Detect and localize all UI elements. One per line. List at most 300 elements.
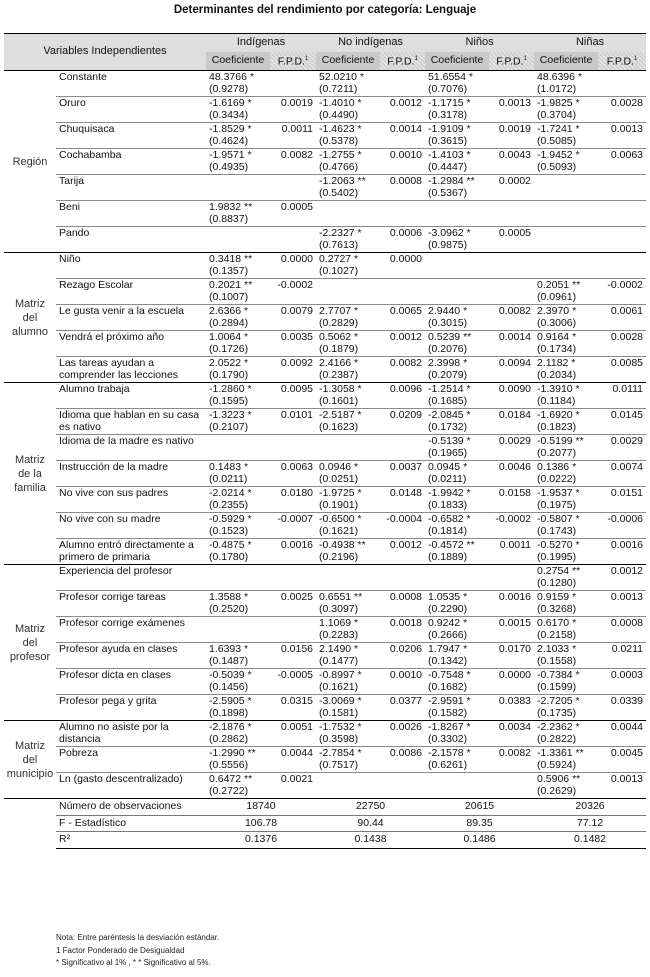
fpd-label: F.P.D. — [277, 55, 305, 68]
fpd-cell: 0.0008 — [598, 617, 646, 643]
coefficient-cell: 2.3998 * (0.2079) — [425, 357, 489, 383]
fpd-cell: 0.0019 — [489, 123, 534, 149]
variable-name: Constante — [56, 71, 206, 97]
coefficient-cell: -1.9942 * (0.1833) — [425, 487, 489, 513]
fpd-cell: -0.0005 — [270, 669, 316, 695]
fpd-cell: 0.0145 — [598, 409, 646, 435]
footnotes — [56, 932, 219, 970]
fpd-label: F.P.D. — [387, 55, 415, 68]
section-3 — [4, 565, 646, 721]
variable-name: Idioma de la madre es nativo — [56, 435, 206, 461]
fpd-cell: 0.0170 — [489, 643, 534, 669]
fpd-cell: 0.0012 — [380, 331, 425, 357]
coefficient-cell: 1.0064 * (0.1726) — [206, 331, 270, 357]
stat-value: 89.35 — [425, 815, 534, 832]
section-1 — [4, 253, 646, 383]
coefficient-cell: -0.5039 * (0.1456) — [206, 669, 270, 695]
fpd-cell: -0.0002 — [489, 513, 534, 539]
stat-value: 106.78 — [206, 815, 316, 832]
fpd-cell: 0.0018 — [380, 617, 425, 643]
fpd-cell: 0.0011 — [489, 539, 534, 565]
fpd-cell: 0.0008 — [380, 591, 425, 617]
fpd-cell — [270, 227, 316, 253]
fpd-cell: 0.0094 — [489, 357, 534, 383]
stat-value: 0.1482 — [534, 832, 646, 849]
fpd-cell: 0.0090 — [489, 383, 534, 409]
group-header: Niñas — [534, 34, 646, 53]
coefficient-cell: -2.2327 * (0.7613) — [316, 227, 380, 253]
table-row — [4, 253, 646, 279]
fpd-cell — [380, 435, 425, 461]
fpd-cell — [270, 565, 316, 591]
coefficient-cell: -1.3910 * (0.1184) — [534, 383, 598, 409]
fpd-cell: 0.0013 — [598, 123, 646, 149]
variables-header: Variables Independientes — [4, 34, 206, 71]
variable-name: Tarija — [56, 175, 206, 201]
stat-value: 0.1438 — [316, 832, 425, 849]
coefficient-cell: -2.7205 * (0.1735) — [534, 695, 598, 721]
variable-name: Pando — [56, 227, 206, 253]
coefficient-cell: 2.9440 * (0.3015) — [425, 305, 489, 331]
coefficient-cell: -0.4938 ** (0.2196) — [316, 539, 380, 565]
statistics-block — [4, 799, 646, 849]
coefficient-cell: 0.9164 * (0.1734) — [534, 331, 598, 357]
fpd-cell — [598, 71, 646, 97]
coefficient-cell — [425, 201, 489, 227]
variable-name: Profesor corrige exámenes — [56, 617, 206, 643]
fpd-label: F.P.D. — [496, 55, 524, 68]
stat-value: 20326 — [534, 799, 646, 816]
coefficient-cell: -1.9452 * (0.5093) — [534, 149, 598, 175]
fpd-cell: 0.0003 — [598, 669, 646, 695]
stat-label: R² — [56, 832, 206, 849]
fpd-cell: 0.0206 — [380, 643, 425, 669]
table-row — [4, 539, 646, 565]
fpd-superscript: 1 — [633, 56, 638, 62]
fpd-cell: 0.0010 — [380, 149, 425, 175]
fpd-cell: 0.0063 — [270, 461, 316, 487]
coefficient-cell — [206, 435, 270, 461]
variable-name: Profesor dicta en clases — [56, 669, 206, 695]
stat-row — [4, 799, 646, 816]
note-line: 1 Factor Ponderado de Desigualdad — [56, 945, 185, 955]
section-2 — [4, 383, 646, 565]
fpd-cell: 0.0000 — [489, 669, 534, 695]
fpd-cell: 0.0045 — [598, 747, 646, 773]
coefficient-cell: -0.5807 * (0.1743) — [534, 513, 598, 539]
coefficient-cell: 0.6170 * (0.2158) — [534, 617, 598, 643]
coefficient-cell — [534, 175, 598, 201]
coefficient-cell: -2.9591 * (0.1582) — [425, 695, 489, 721]
coefficient-cell — [534, 201, 598, 227]
coefficient-cell: -1.9537 * (0.1975) — [534, 487, 598, 513]
coefficient-cell: 0.0946 * (0.0251) — [316, 461, 380, 487]
fpd-cell: 0.0383 — [489, 695, 534, 721]
variable-name: Profesor ayuda en clases — [56, 643, 206, 669]
fpd-cell: 0.0158 — [489, 487, 534, 513]
coefficient-cell: -1.3223 * (0.2107) — [206, 409, 270, 435]
coefficient-cell: 2.3970 * (0.3006) — [534, 305, 598, 331]
coefficient-cell — [316, 201, 380, 227]
fpd-cell: 0.0013 — [489, 97, 534, 123]
variable-name: Chuquisaca — [56, 123, 206, 149]
variable-name: Cochabamba — [56, 149, 206, 175]
coefficient-cell: 52.0210 * (0.7211) — [316, 71, 380, 97]
fpd-cell: 0.0046 — [489, 461, 534, 487]
coefficient-cell: -1.4623 * (0.5378) — [316, 123, 380, 149]
fpd-cell: 0.0085 — [598, 357, 646, 383]
coefficient-cell: 0.1483 * (0.0211) — [206, 461, 270, 487]
fpd-cell: 0.0111 — [598, 383, 646, 409]
table-row — [4, 643, 646, 669]
stat-value: 77.12 — [534, 815, 646, 832]
section-label: Región — [4, 71, 56, 253]
fpd-cell: 0.0034 — [489, 721, 534, 747]
table-row — [4, 565, 646, 591]
fpd-cell — [598, 175, 646, 201]
fpd-cell: 0.0065 — [380, 305, 425, 331]
table-row — [4, 513, 646, 539]
fpd-cell — [270, 71, 316, 97]
coefficient-cell: 0.5062 * (0.1879) — [316, 331, 380, 357]
variable-name: Idioma que hablan en su casa es nativo — [56, 409, 206, 435]
coefficient-cell: -1.2514 * (0.1685) — [425, 383, 489, 409]
coefficient-cell: 0.2051 ** (0.0961) — [534, 279, 598, 305]
table-row — [4, 149, 646, 175]
stat-spacer — [4, 832, 56, 849]
stat-value: 18740 — [206, 799, 316, 816]
variable-name: Beni — [56, 201, 206, 227]
stat-spacer — [4, 799, 56, 816]
coefficient-cell — [425, 279, 489, 305]
fpd-header — [598, 52, 646, 71]
coef-header: Coeficiente — [425, 52, 489, 71]
fpd-cell: 0.0377 — [380, 695, 425, 721]
fpd-cell: 0.0095 — [270, 383, 316, 409]
coefficient-cell — [206, 175, 270, 201]
coefficient-cell: 2.7707 * (0.2829) — [316, 305, 380, 331]
variable-name: Alumno trabaja — [56, 383, 206, 409]
coefficient-cell: 48.6396 * (1.0172) — [534, 71, 598, 97]
coefficient-cell: 0.6551 ** (0.3097) — [316, 591, 380, 617]
fpd-cell: 0.0029 — [489, 435, 534, 461]
coefficient-cell — [316, 773, 380, 799]
variable-name: Alumno entró directamente a primero de primaria — [56, 539, 206, 565]
fpd-cell: -0.0002 — [598, 279, 646, 305]
fpd-cell: 0.0013 — [598, 773, 646, 799]
fpd-cell: 0.0339 — [598, 695, 646, 721]
fpd-cell: 0.0184 — [489, 409, 534, 435]
fpd-cell: 0.0026 — [380, 721, 425, 747]
fpd-cell: 0.0005 — [270, 201, 316, 227]
coefficient-cell — [425, 253, 489, 279]
coefficient-cell: 0.9159 * (0.3268) — [534, 591, 598, 617]
variable-name: Experiencia del profesor — [56, 565, 206, 591]
coefficient-cell: 0.5239 ** (0.2076) — [425, 331, 489, 357]
coefficient-cell: -0.5270 * (0.1995) — [534, 539, 598, 565]
coefficient-cell: -0.6582 * (0.1814) — [425, 513, 489, 539]
table-row — [4, 669, 646, 695]
coefficient-cell: -1.2990 ** (0.5556) — [206, 747, 270, 773]
fpd-cell: 0.0063 — [598, 149, 646, 175]
fpd-cell: 0.0101 — [270, 409, 316, 435]
coefficient-cell: -1.4103 * (0.4447) — [425, 149, 489, 175]
stat-row — [4, 815, 646, 832]
coefficient-cell: 48.3766 * (0.9278) — [206, 71, 270, 97]
fpd-cell — [489, 565, 534, 591]
coefficient-cell: -1.9571 * (0.4935) — [206, 149, 270, 175]
fpd-cell: 0.0079 — [270, 305, 316, 331]
variable-name: Pobreza — [56, 747, 206, 773]
fpd-cell: 0.0037 — [380, 461, 425, 487]
fpd-cell: 0.0082 — [489, 747, 534, 773]
table-row — [4, 331, 646, 357]
fpd-cell: 0.0180 — [270, 487, 316, 513]
note-line: * Significativo al 1% , * * Significativo al 5%. — [56, 958, 211, 967]
table-row — [4, 591, 646, 617]
fpd-cell: 0.0015 — [489, 617, 534, 643]
coefficient-cell: -1.9725 * (0.1901) — [316, 487, 380, 513]
variable-name: Profesor pega y grita — [56, 695, 206, 721]
coefficient-cell: -1.9825 * (0.3704) — [534, 97, 598, 123]
variable-name: Le gusta venir a la escuela — [56, 305, 206, 331]
fpd-cell — [270, 617, 316, 643]
fpd-cell: 0.0010 — [380, 669, 425, 695]
fpd-header — [270, 52, 316, 71]
fpd-cell: 0.0096 — [380, 383, 425, 409]
coefficient-cell: 1.1069 * (0.2283) — [316, 617, 380, 643]
stat-value: 20615 — [425, 799, 534, 816]
fpd-cell — [598, 253, 646, 279]
coefficient-cell: 0.6472 ** (0.2722) — [206, 773, 270, 799]
coefficient-cell: -1.7532 * (0.3598) — [316, 721, 380, 747]
variable-name: Profesor corrige tareas — [56, 591, 206, 617]
coefficient-cell: 0.0945 * (0.0211) — [425, 461, 489, 487]
coefficient-cell: 2.6366 * (0.2894) — [206, 305, 270, 331]
table-row — [4, 123, 646, 149]
fpd-cell — [598, 227, 646, 253]
fpd-cell: 0.0092 — [270, 357, 316, 383]
section-label: Matriz del profesor — [4, 565, 56, 721]
coefficient-cell — [425, 565, 489, 591]
fpd-cell: 0.0086 — [380, 747, 425, 773]
fpd-cell: 0.0082 — [380, 357, 425, 383]
fpd-cell: 0.0061 — [598, 305, 646, 331]
coefficient-cell — [206, 227, 270, 253]
table-row — [4, 487, 646, 513]
fpd-cell — [598, 201, 646, 227]
fpd-cell: 0.0044 — [270, 747, 316, 773]
section-4 — [4, 721, 646, 799]
fpd-cell: 0.0008 — [380, 175, 425, 201]
fpd-cell: 0.0014 — [380, 123, 425, 149]
note-line: Nota: Entre paréntesis la desviación estándar. — [56, 933, 220, 942]
stat-value: 0.1486 — [425, 832, 534, 849]
coefficient-cell: -0.4572 ** (0.1889) — [425, 539, 489, 565]
coefficient-cell: -3.0069 * (0.1581) — [316, 695, 380, 721]
variable-name: Vendrá el próximo año — [56, 331, 206, 357]
coef-header: Coeficiente — [206, 52, 270, 71]
fpd-cell — [489, 253, 534, 279]
coefficient-cell: -2.1578 * (0.6261) — [425, 747, 489, 773]
fpd-cell — [380, 71, 425, 97]
fpd-cell: 0.0029 — [598, 435, 646, 461]
coefficient-cell: 2.4166 * (0.2387) — [316, 357, 380, 383]
table-row — [4, 97, 646, 123]
fpd-cell: 0.0002 — [489, 175, 534, 201]
fpd-cell: 0.0082 — [270, 149, 316, 175]
fpd-cell: 0.0012 — [598, 565, 646, 591]
fpd-superscript: 1 — [304, 56, 309, 62]
section-label: Matriz del alumno — [4, 253, 56, 383]
coefficient-cell: 0.1386 * (0.0222) — [534, 461, 598, 487]
coefficient-cell: 0.2754 ** (0.1280) — [534, 565, 598, 591]
stat-row — [4, 832, 646, 849]
coefficient-cell: 0.2021 ** (0.1007) — [206, 279, 270, 305]
coefficient-cell: 2.1033 * (0.1558) — [534, 643, 598, 669]
results-table — [4, 33, 646, 849]
fpd-cell: 0.0011 — [270, 123, 316, 149]
coefficient-cell: -1.2860 * (0.1595) — [206, 383, 270, 409]
variable-name: Niño — [56, 253, 206, 279]
coefficient-cell — [425, 773, 489, 799]
table-row — [4, 357, 646, 383]
fpd-cell: 0.0028 — [598, 97, 646, 123]
coefficient-cell: -1.4010 * (0.4490) — [316, 97, 380, 123]
coefficient-cell — [534, 227, 598, 253]
table-row — [4, 305, 646, 331]
section-0 — [4, 71, 646, 253]
fpd-cell: 0.0074 — [598, 461, 646, 487]
coefficient-cell: -3.0962 * (0.9875) — [425, 227, 489, 253]
fpd-cell: 0.0025 — [270, 591, 316, 617]
fpd-cell: 0.0035 — [270, 331, 316, 357]
table-row — [4, 383, 646, 409]
table-row — [4, 721, 646, 747]
coefficient-cell: 2.0522 * (0.1790) — [206, 357, 270, 383]
table-row — [4, 435, 646, 461]
coefficient-cell: 1.7947 * (0.1342) — [425, 643, 489, 669]
fpd-cell: 0.0014 — [489, 331, 534, 357]
table-row — [4, 201, 646, 227]
fpd-cell: -0.0002 — [270, 279, 316, 305]
fpd-cell: 0.0043 — [489, 149, 534, 175]
table-row — [4, 617, 646, 643]
fpd-cell: 0.0209 — [380, 409, 425, 435]
fpd-label: F.P.D. — [606, 55, 634, 68]
fpd-cell: 0.0044 — [598, 721, 646, 747]
coefficient-cell: -2.7854 * (0.7517) — [316, 747, 380, 773]
fpd-cell: 0.0000 — [270, 253, 316, 279]
stat-value: 0.1376 — [206, 832, 316, 849]
coefficient-cell: -1.6920 * (0.1823) — [534, 409, 598, 435]
fpd-cell: 0.0013 — [598, 591, 646, 617]
coef-header: Coeficiente — [316, 52, 380, 71]
coefficient-cell: 0.5906 ** (0.2629) — [534, 773, 598, 799]
fpd-cell: 0.0016 — [598, 539, 646, 565]
coefficient-cell: -2.5187 * (0.1623) — [316, 409, 380, 435]
coefficient-cell: -1.8529 * (0.4624) — [206, 123, 270, 149]
table-row — [4, 773, 646, 799]
table-row — [4, 279, 646, 305]
section-label: Matriz del municipio — [4, 721, 56, 799]
coefficient-cell: -2.1876 * (0.2862) — [206, 721, 270, 747]
fpd-cell: 0.0315 — [270, 695, 316, 721]
fpd-cell — [380, 279, 425, 305]
variable-name: Instrucción de la madre — [56, 461, 206, 487]
fpd-cell — [489, 279, 534, 305]
fpd-cell — [270, 435, 316, 461]
coefficient-cell: 0.9242 * (0.2666) — [425, 617, 489, 643]
fpd-cell: 0.0211 — [598, 643, 646, 669]
stat-value: 90.44 — [316, 815, 425, 832]
coefficient-cell: -0.5929 * (0.1523) — [206, 513, 270, 539]
table-row — [4, 409, 646, 435]
fpd-cell — [489, 71, 534, 97]
coefficient-cell: 2.1182 * (0.2034) — [534, 357, 598, 383]
variable-name: Oruro — [56, 97, 206, 123]
coefficient-cell: -2.5905 * (0.1898) — [206, 695, 270, 721]
coefficient-cell: -1.2755 * (0.4766) — [316, 149, 380, 175]
coefficient-cell: 1.0535 * (0.2290) — [425, 591, 489, 617]
fpd-cell: -0.0007 — [270, 513, 316, 539]
coefficient-cell: -1.2984 ** (0.5367) — [425, 175, 489, 201]
coefficient-cell — [206, 565, 270, 591]
coefficient-cell: -2.0845 * (0.1732) — [425, 409, 489, 435]
stat-value: 22750 — [316, 799, 425, 816]
group-header: No indígenas — [316, 34, 425, 53]
fpd-cell: 0.0005 — [489, 227, 534, 253]
coefficient-cell: -1.3361 ** (0.5924) — [534, 747, 598, 773]
coefficient-cell: -1.8267 * (0.3302) — [425, 721, 489, 747]
coefficient-cell — [316, 279, 380, 305]
coefficient-cell: -0.6500 * (0.1621) — [316, 513, 380, 539]
coefficient-cell: 0.2727 * (0.1027) — [316, 253, 380, 279]
coefficient-cell — [206, 617, 270, 643]
fpd-cell: 0.0012 — [380, 539, 425, 565]
fpd-cell: 0.0151 — [598, 487, 646, 513]
coefficient-cell: -0.7548 * (0.1682) — [425, 669, 489, 695]
fpd-cell: 0.0156 — [270, 643, 316, 669]
variable-name: Ln (gasto descentralizado) — [56, 773, 206, 799]
coefficient-cell: 2.1490 * (0.1477) — [316, 643, 380, 669]
table-row — [4, 695, 646, 721]
section-label: Matriz de la familia — [4, 383, 56, 565]
table-row — [4, 461, 646, 487]
coefficient-cell: 0.3418 ** (0.1357) — [206, 253, 270, 279]
variable-name: Rezago Escolar — [56, 279, 206, 305]
group-header: Niños — [425, 34, 534, 53]
coefficient-cell: -0.4875 * (0.1780) — [206, 539, 270, 565]
fpd-cell: 0.0051 — [270, 721, 316, 747]
group-header: Indígenas — [206, 34, 316, 53]
coefficient-cell: -2.2362 * (0.2822) — [534, 721, 598, 747]
variable-name: Alumno no asiste por la distancia — [56, 721, 206, 747]
variable-name: No vive con sus padres — [56, 487, 206, 513]
coefficient-cell: -1.9109 * (0.3615) — [425, 123, 489, 149]
coefficient-cell: -0.5199 ** (0.2077) — [534, 435, 598, 461]
coefficient-cell: -0.5139 * (0.1965) — [425, 435, 489, 461]
coefficient-cell: 1.3588 * (0.2520) — [206, 591, 270, 617]
fpd-cell: 0.0006 — [380, 227, 425, 253]
stat-label: F - Estadístico — [56, 815, 206, 832]
coefficient-cell: -1.7241 * (0.5085) — [534, 123, 598, 149]
fpd-cell — [380, 773, 425, 799]
fpd-cell — [489, 773, 534, 799]
fpd-cell: -0.0006 — [598, 513, 646, 539]
fpd-cell: 0.0082 — [489, 305, 534, 331]
coef-header: Coeficiente — [534, 52, 598, 71]
